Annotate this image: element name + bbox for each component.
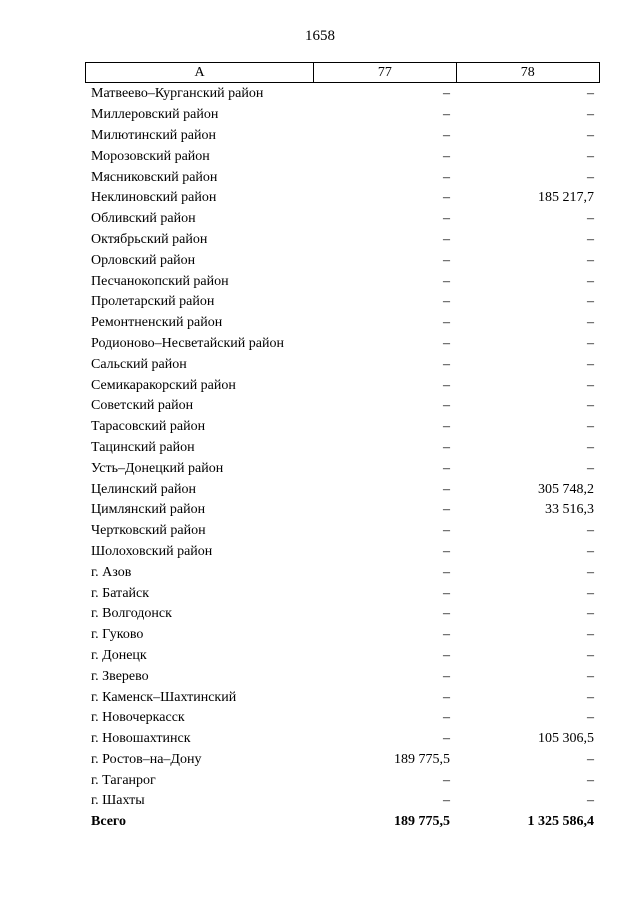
row-value-77: 189 775,5 [394,751,450,767]
row-value-78: – [587,564,594,580]
table-row [85,666,600,687]
row-value-77: – [443,668,450,684]
table-row [85,562,600,583]
total-row [85,812,600,833]
row-value-77: – [443,377,450,393]
row-value-77: – [443,127,450,143]
row-name: Целинский район [91,481,196,497]
table-row [85,188,600,209]
row-value-78: – [587,294,594,310]
row-value-78: – [587,86,594,102]
row-value-78: – [587,710,594,726]
row-value-78: – [587,543,594,559]
row-name: Матвеево–Курганский район [91,86,264,102]
row-name: г. Ростов–на–Дону [91,751,202,767]
row-value-78: – [587,419,594,435]
row-name: Пролетарский район [91,294,215,310]
row-value-77: – [443,148,450,164]
table-row [85,230,600,251]
row-name: г. Гуково [91,627,144,643]
row-value-77: – [443,398,450,414]
table-row [85,646,600,667]
table-row [85,354,600,375]
row-value-77: – [443,419,450,435]
row-value-78: – [587,793,594,809]
table-row [85,583,600,604]
table-row [85,375,600,396]
row-value-77: – [443,689,450,705]
row-value-77: – [443,107,450,123]
row-value-77: – [443,294,450,310]
table-row [85,396,600,417]
row-value-77: – [443,439,450,455]
row-value-77: – [443,627,450,643]
row-value-77: – [443,169,450,185]
row-value-77: – [443,481,450,497]
row-value-78: – [587,148,594,164]
row-name: г. Новочеркасск [91,710,185,726]
row-name: Усть–Донецкий район [91,460,224,476]
row-name: г. Батайск [91,585,150,601]
row-value-78: – [587,211,594,227]
row-value-77: – [443,252,450,268]
row-value-77: – [443,564,450,580]
row-name: г. Волгодонск [91,606,172,622]
row-name: г. Новошахтинск [91,731,191,747]
page-number: 1658 [305,28,335,44]
table-row [85,604,600,625]
table-row [85,729,600,750]
row-value-78: – [587,231,594,247]
table-row [85,791,600,812]
row-value-77: – [443,211,450,227]
table-row [85,105,600,126]
row-value-77: – [443,772,450,788]
row-name: г. Каменск–Шахтинский [91,689,237,705]
row-value-78: – [587,315,594,331]
table-row [85,708,600,729]
total-value-77: 189 775,5 [394,814,450,830]
row-value-77: – [443,585,450,601]
row-value-77: – [443,647,450,663]
row-name: Ремонтненский район [91,315,223,331]
row-name: Чертковский район [91,523,206,539]
table-row [85,334,600,355]
row-name: Тацинский район [91,439,195,455]
row-value-78: – [587,335,594,351]
table-row [85,167,600,188]
row-name: г. Зверево [91,668,149,684]
row-value-78: – [587,460,594,476]
row-name: Шолоховский район [91,543,213,559]
row-value-77: – [443,606,450,622]
table-row [85,500,600,521]
row-value-78: – [587,107,594,123]
row-name: Цимлянский район [91,502,206,518]
header-cell-a: А [194,64,205,80]
row-value-77: – [443,190,450,206]
row-name: Милютинский район [91,127,217,143]
table-row [85,542,600,563]
row-value-78: – [587,398,594,414]
row-value-78: – [587,751,594,767]
table-row [85,292,600,313]
table-row [85,84,600,105]
row-value-77: – [443,315,450,331]
row-name: Семикаракорский район [91,377,236,393]
table-row [85,438,600,459]
table-row [85,209,600,230]
table-row [85,750,600,771]
row-value-78: – [587,689,594,705]
table-header [85,62,600,83]
row-value-77: – [443,86,450,102]
row-value-78: – [587,772,594,788]
row-value-78: – [587,606,594,622]
row-value-77: – [443,731,450,747]
table-row [85,770,600,791]
row-value-78: – [587,127,594,143]
row-value-77: – [443,335,450,351]
row-name: Обливский район [91,211,196,227]
row-name: Тарасовский район [91,419,206,435]
row-name: г. Шахты [91,793,145,809]
row-value-78: – [587,585,594,601]
row-value-78: – [587,273,594,289]
row-name: Родионово–Несветайский район [91,335,284,351]
row-value-77: – [443,502,450,518]
total-label: Всего [91,814,126,830]
row-name: Мясниковский район [91,169,218,185]
row-value-78: – [587,668,594,684]
table-row [85,625,600,646]
row-name: Октябрьский район [91,231,208,247]
header-cell-78: 78 [456,63,599,82]
row-value-77: – [443,793,450,809]
row-value-78: – [587,356,594,372]
row-value-78: 305 748,2 [538,481,594,497]
table-row [85,687,600,708]
row-name: г. Донецк [91,647,147,663]
row-value-77: – [443,460,450,476]
row-name: Советский район [91,398,194,414]
row-name: Неклиновский район [91,190,217,206]
table-row [85,146,600,167]
row-name: г. Таганрог [91,772,156,788]
table-row [85,250,600,271]
row-value-78: – [587,252,594,268]
row-value-78: 33 516,3 [545,502,594,518]
row-name: Миллеровский район [91,107,219,123]
row-name: Морозовский район [91,148,210,164]
row-name: Орловский район [91,252,196,268]
row-value-78: – [587,169,594,185]
row-value-77: – [443,273,450,289]
row-value-77: – [443,710,450,726]
row-value-78: – [587,647,594,663]
row-value-77: – [443,356,450,372]
row-value-78: – [587,523,594,539]
table-row [85,126,600,147]
row-name: г. Азов [91,564,132,580]
row-name: Песчанокопский район [91,273,229,289]
data-table [85,62,600,833]
row-value-77: – [443,523,450,539]
row-value-78: 185 217,7 [538,190,594,206]
table-row [85,417,600,438]
table-row [85,313,600,334]
row-name: Сальский район [91,356,187,372]
table-row [85,271,600,292]
row-value-78: 105 306,5 [538,731,594,747]
table-row [85,521,600,542]
row-value-77: – [443,543,450,559]
total-value-78: 1 325 586,4 [527,814,594,830]
row-value-78: – [587,377,594,393]
table-body [85,83,600,833]
row-value-78: – [587,627,594,643]
header-cell-77: 77 [313,63,455,82]
table-row [85,479,600,500]
row-value-77: – [443,231,450,247]
table-row [85,458,600,479]
row-value-78: – [587,439,594,455]
